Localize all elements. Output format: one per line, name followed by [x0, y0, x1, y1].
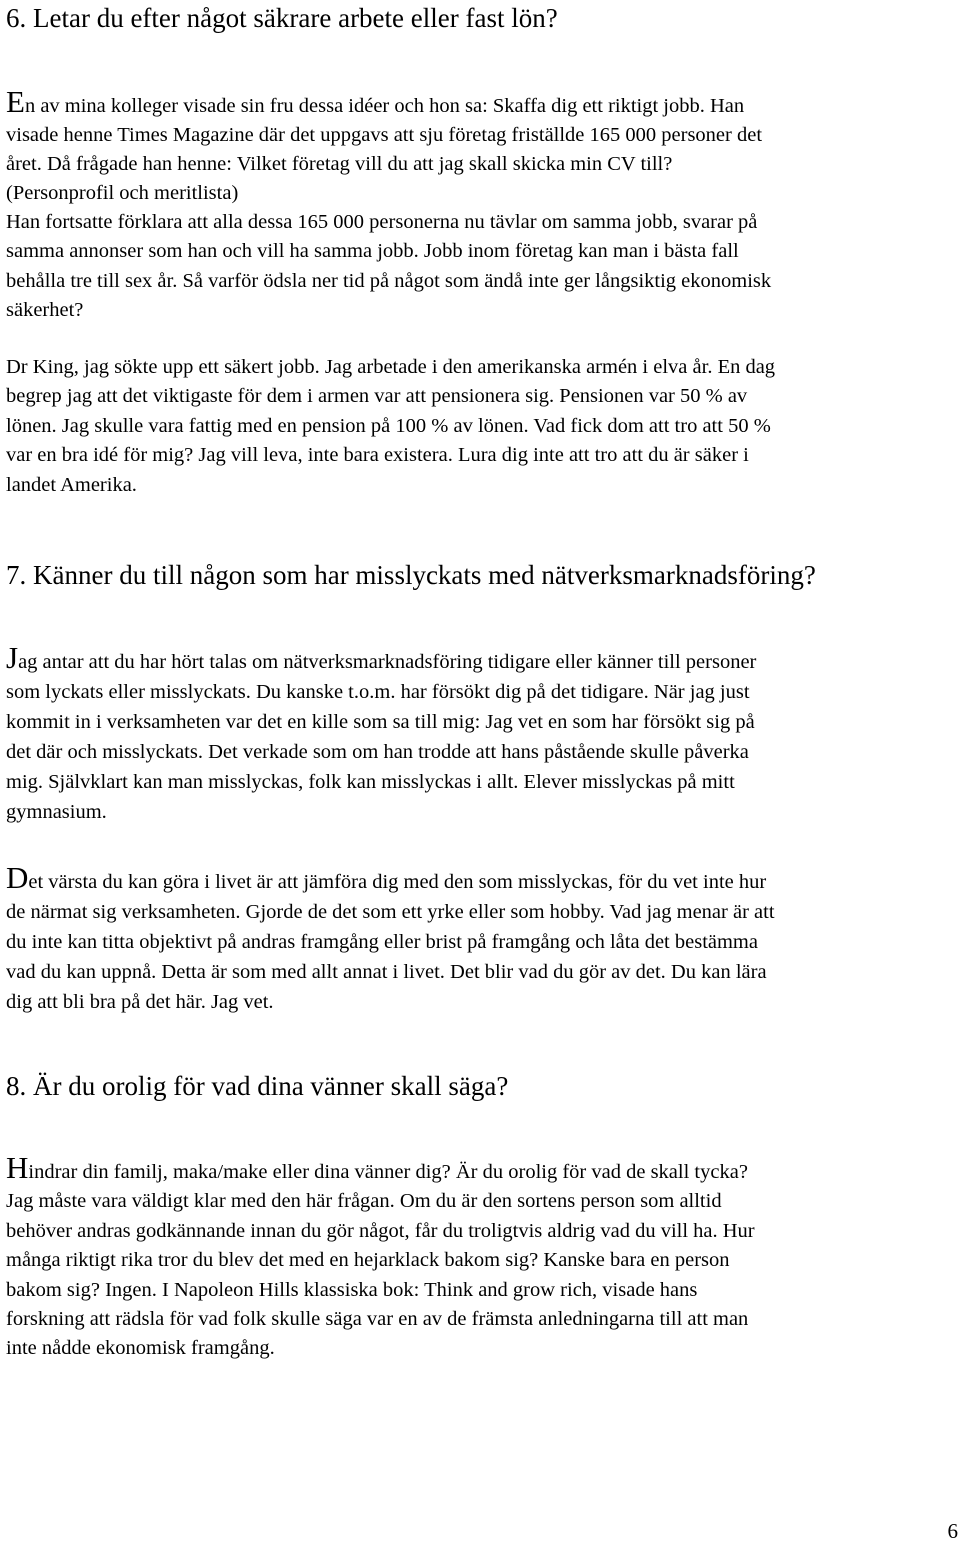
paragraph-line: mig. Självklart kan man misslyckas, folk kan misslyckas i allt. Elever misslyckas på mitt [6, 771, 735, 793]
paragraph-line: som lyckats eller misslyckats. Du kanske t.o.m. har försökt dig på det tidigare. När jag just [6, 681, 750, 703]
paragraph-line: var en bra idé för mig? Jag vill leva, inte bara existera. Lura dig inte att tro att du är säker i [6, 444, 749, 467]
paragraph [6, 86, 956, 325]
paragraph-line: begrep jag att det viktigaste för dem i armen var att pensionera sig. Pensionen var 50 % av [6, 385, 748, 408]
drop-cap: E [6, 84, 25, 119]
paragraph-line: bakom sig? Ingen. I Napoleon Hills klassiska bok: Think and grow rich, visade hans [6, 1278, 698, 1301]
paragraph-line: dig att bli bra på det här. Jag vet. [6, 991, 274, 1013]
paragraph-line: många riktigt rika tror du blev det med en hejarklack bakom sig? Kanske bara en person [6, 1249, 730, 1272]
paragraph-line: forskning att rädsla för vad folk skulle säga var en av de främsta anledningarna till att man [6, 1308, 749, 1331]
paragraph-line: Hindrar din familj, maka/make eller dina vänner dig? Är du orolig för vad de skall tycka? [6, 1150, 748, 1185]
paragraph [6, 1152, 956, 1364]
paragraph-line: du inte kan titta objektivt på andras framgång eller brist på framgång och låta det bestämma [6, 931, 758, 953]
page-number: 6 [947, 1519, 958, 1543]
paragraph-line: de närmat sig verksamheten. Gjorde de det som ett yrke eller som hobby. Vad jag menar är att [6, 901, 775, 923]
paragraph-line: vad du kan uppnå. Detta är som med allt annat i livet. Det blir vad du gör av det. Du kan lära [6, 961, 767, 983]
drop-cap: J [6, 640, 19, 675]
paragraph-line: inte nådde ekonomisk framgång. [6, 1337, 275, 1360]
paragraph-line: Jag måste vara väldigt klar med den här frågan. Om du är den sortens person som alltid [6, 1190, 722, 1213]
paragraph-line: Det värsta du kan göra i livet är att jämföra dig med den som misslyckas, för du vet inte hur [6, 860, 767, 895]
paragraph [6, 862, 956, 1017]
paragraph-line: gymnasium. [6, 801, 107, 823]
paragraph [6, 353, 956, 500]
paragraph-line: visade henne Times Magazine där det uppgavs att sju företag friställde 165 000 personer det [6, 124, 763, 147]
paragraph-line: En av mina kolleger visade sin fru dessa idéer och hon sa: Skaffa dig ett riktigt jobb. Han [6, 84, 745, 119]
drop-cap: D [6, 860, 29, 895]
paragraph-line: behålla tre till sex år. Så varför ödsla ner tid på något som ändå inte ger långsiktig ekonomisk [6, 269, 772, 292]
paragraph-line: Jag antar att du har hört talas om nätverksmarknadsföring tidigare eller känner till personer [6, 640, 757, 675]
paragraph-line: lönen. Jag skulle vara fattig med en pension på 100 % av lönen. Vad fick dom att tro att 50 % [6, 414, 771, 437]
paragraph-line: behöver andras godkännande innan du gör något, får du troligtvis aldrig vad du vill ha. Hur [6, 1219, 755, 1242]
paragraph-line: landet Amerika. [6, 473, 137, 496]
paragraph-line: året. Då frågade han henne: Vilket företag vill du att jag skall skicka min CV till? [6, 153, 673, 176]
section-heading: 8. Är du orolig för vad dina vänner skall säga? [6, 1071, 509, 1101]
paragraph-line: Han fortsatte förklara att alla dessa 165 000 personerna nu tävlar om samma jobb, svarar på [6, 211, 758, 234]
paragraph-line: säkerhet? [6, 298, 84, 321]
paragraph-line: kommit in i verksamheten var det en kille som sa till mig: Jag vet en som har försökt sig på [6, 711, 755, 733]
paragraph-line: (Personprofil och meritlista) [6, 182, 239, 205]
section-heading: 7. Känner du till någon som har misslyckats med nätverksmarknadsföring? [6, 560, 816, 590]
paragraph-line: Dr King, jag sökte upp ett säkert jobb. Jag arbetade i den amerikanska armén i elva år. En dag [6, 356, 776, 378]
paragraph [6, 642, 956, 827]
drop-cap: H [6, 1150, 29, 1185]
paragraph-line: samma annonser som han och vill ha samma jobb. Jobb inom företag kan man i bästa fall [6, 240, 739, 263]
paragraph-line: det där och misslyckats. Det verkade som om han trodde att hans påstående skulle påverka [6, 741, 749, 763]
section-heading: 6. Letar du efter något säkrare arbete eller fast lön? [6, 3, 558, 33]
